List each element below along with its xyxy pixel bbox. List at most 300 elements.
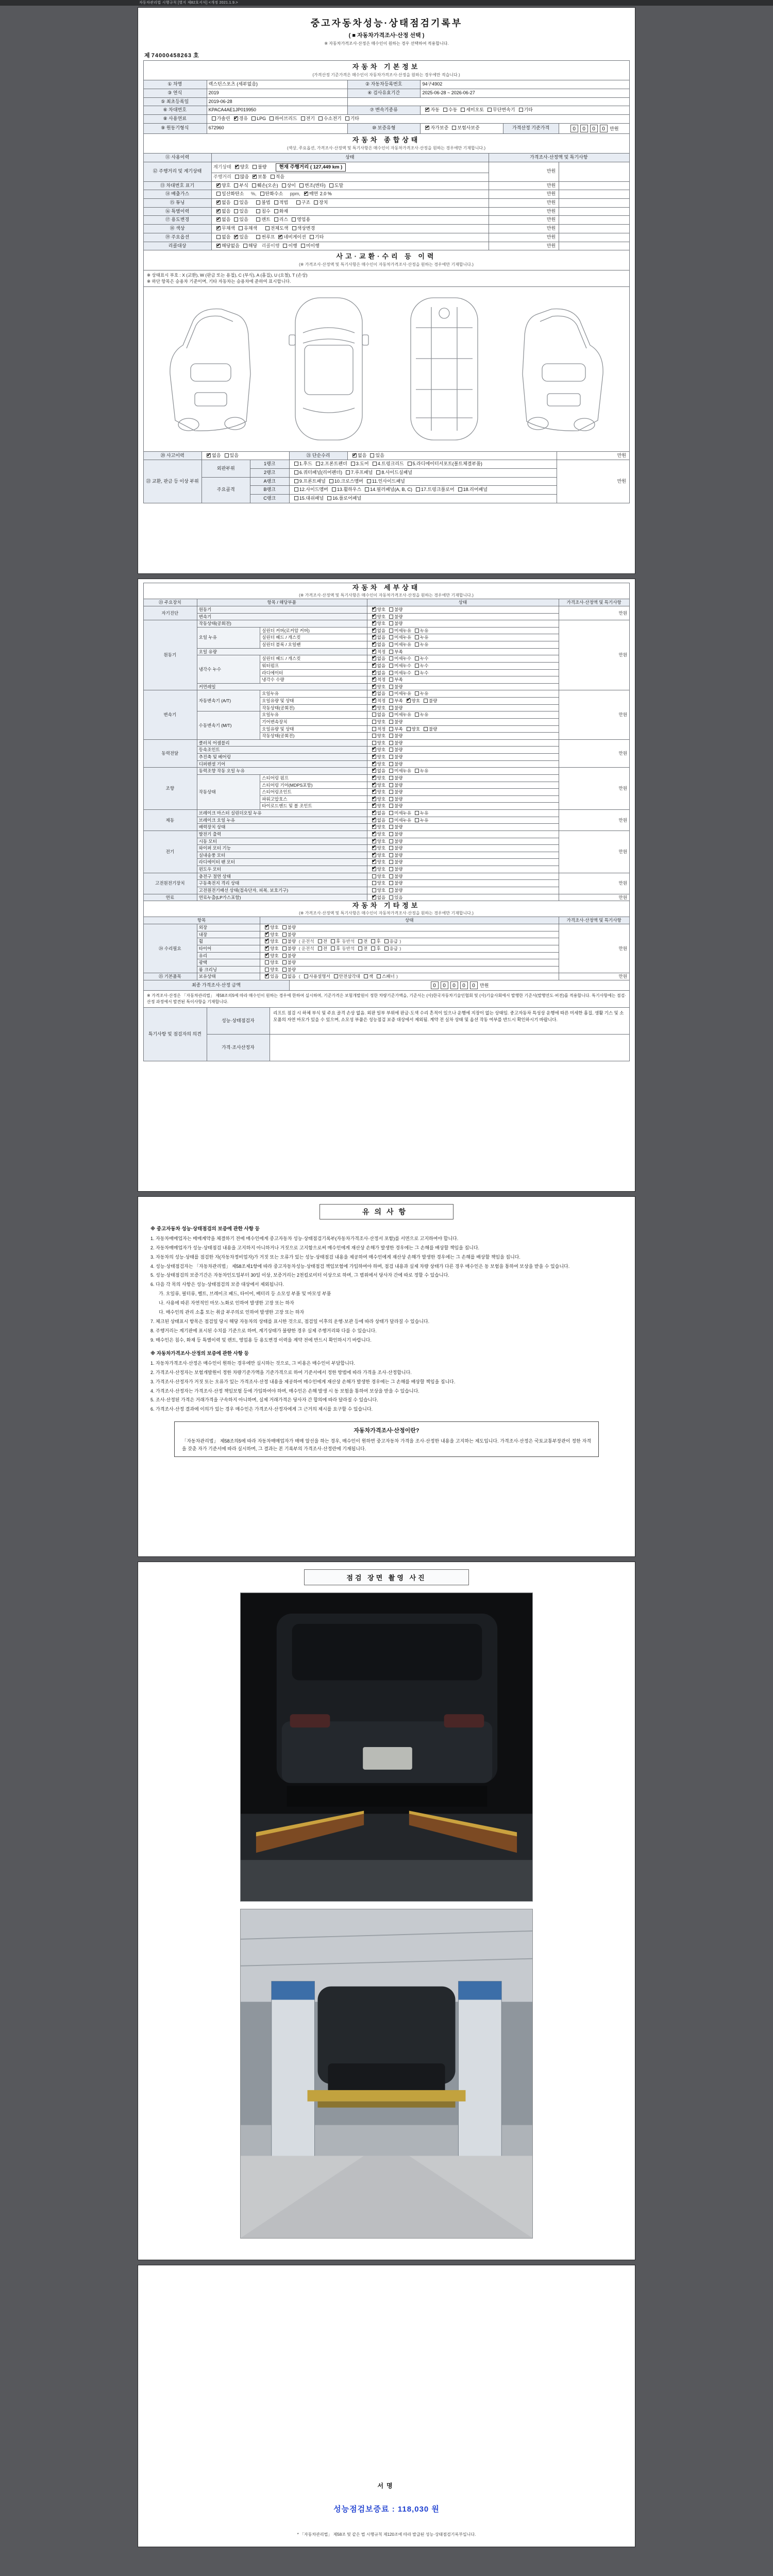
form-subtitle: ( ■ 자동차가격조사·산정 선택 ) xyxy=(348,32,425,39)
checkbox[interactable] xyxy=(389,846,393,850)
checkbox[interactable] xyxy=(318,939,322,943)
checkbox[interactable] xyxy=(372,783,376,787)
checkbox[interactable] xyxy=(372,656,376,660)
table-cell xyxy=(197,768,367,775)
checkbox[interactable] xyxy=(458,487,462,492)
table-cell xyxy=(489,225,559,233)
checkbox[interactable] xyxy=(488,108,492,112)
table-cell xyxy=(197,880,367,887)
checkbox[interactable] xyxy=(372,839,376,843)
table-acc2 xyxy=(143,460,630,503)
checkbox[interactable] xyxy=(274,217,278,222)
checkbox[interactable] xyxy=(372,888,376,892)
text-label: 오일유량 및 상태 xyxy=(262,726,294,732)
checkbox[interactable] xyxy=(389,804,393,808)
checkbox[interactable] xyxy=(389,755,393,759)
checkbox[interactable] xyxy=(373,462,377,466)
text-label: 도말 xyxy=(334,182,344,188)
checkbox[interactable] xyxy=(256,209,260,213)
checkbox[interactable] xyxy=(408,462,412,466)
checkbox[interactable] xyxy=(301,244,305,248)
checkbox[interactable] xyxy=(234,116,238,121)
checkbox[interactable] xyxy=(304,192,308,196)
checkbox[interactable] xyxy=(372,607,376,612)
checkbox[interactable] xyxy=(377,974,381,978)
checkbox[interactable] xyxy=(282,968,287,972)
checkbox[interactable] xyxy=(372,706,376,710)
text-label: 만원 xyxy=(618,751,627,756)
text-label: 유채색 xyxy=(244,226,258,231)
text-label: 와이퍼 모터 기능 xyxy=(198,845,231,851)
checkbox[interactable] xyxy=(371,939,375,943)
checkbox[interactable] xyxy=(329,479,333,483)
table-cell xyxy=(212,216,489,225)
checkbox[interactable] xyxy=(370,453,374,457)
checkbox[interactable] xyxy=(225,453,229,457)
checkbox[interactable] xyxy=(425,126,429,130)
checkbox[interactable] xyxy=(316,462,320,466)
table-cell xyxy=(559,123,630,133)
table-cell xyxy=(260,627,367,634)
table-cell xyxy=(367,725,559,733)
checkbox[interactable] xyxy=(265,954,269,958)
checkbox[interactable] xyxy=(372,685,376,689)
checkbox[interactable] xyxy=(372,755,376,759)
checkbox[interactable] xyxy=(389,615,393,619)
checkbox[interactable] xyxy=(274,200,278,205)
checkbox[interactable] xyxy=(372,720,376,724)
text-label: 구동축전지 격리 상태 xyxy=(198,880,240,886)
checkbox[interactable] xyxy=(301,116,305,121)
checkbox[interactable] xyxy=(372,734,376,738)
text-label: 만원 xyxy=(618,974,627,979)
checkbox[interactable] xyxy=(253,165,257,169)
checkbox[interactable] xyxy=(389,888,393,892)
checkbox[interactable] xyxy=(372,671,376,675)
checkbox[interactable] xyxy=(372,895,376,900)
checkbox[interactable] xyxy=(415,769,419,773)
text-label: 없음 xyxy=(222,200,231,206)
digit-box: 0 xyxy=(450,981,458,989)
checkbox[interactable] xyxy=(407,699,411,703)
checkbox[interactable] xyxy=(358,946,362,951)
checkbox[interactable] xyxy=(389,699,393,703)
checkbox[interactable] xyxy=(331,946,335,951)
checkbox[interactable] xyxy=(389,895,393,900)
checkbox[interactable] xyxy=(372,664,376,668)
checkbox[interactable] xyxy=(372,650,376,654)
checkbox[interactable] xyxy=(234,235,238,239)
checkbox[interactable] xyxy=(216,192,221,196)
checkbox[interactable] xyxy=(282,925,287,929)
checkbox[interactable] xyxy=(389,629,393,633)
table-cell xyxy=(212,190,489,199)
checkbox[interactable] xyxy=(265,939,269,943)
checkbox[interactable] xyxy=(389,713,393,717)
checkbox[interactable] xyxy=(265,974,269,978)
checkbox[interactable] xyxy=(296,200,300,205)
checkbox[interactable] xyxy=(294,487,298,492)
checkbox[interactable] xyxy=(256,235,260,239)
text-label: ⑫ 주행거리 및 계기상태 xyxy=(153,168,202,174)
checkbox[interactable] xyxy=(294,470,298,474)
text-label: 일산화탄소 xyxy=(222,191,244,197)
text-label: ) xyxy=(395,974,398,979)
checkbox[interactable] xyxy=(443,108,447,112)
checkbox[interactable] xyxy=(282,183,286,188)
checkbox[interactable] xyxy=(372,635,376,639)
text-label: 주요골격 xyxy=(216,487,235,493)
checkbox[interactable] xyxy=(372,881,376,885)
checkbox[interactable] xyxy=(389,818,393,822)
checkbox[interactable] xyxy=(389,671,393,675)
checkbox[interactable] xyxy=(389,853,393,857)
notice-sub: 가. 오일류, 필터류, 벨트, 브레이크 패드, 타이어, 배터리 등 소모성 부품 및 마모성 부품 xyxy=(159,1291,331,1297)
checkbox[interactable] xyxy=(235,175,239,179)
checkbox[interactable] xyxy=(389,825,393,829)
checkbox[interactable] xyxy=(389,664,393,668)
table-cell xyxy=(367,824,559,831)
checkbox[interactable] xyxy=(252,183,256,188)
checkbox[interactable] xyxy=(372,797,376,801)
checkbox[interactable] xyxy=(384,939,389,943)
table-cell xyxy=(559,917,630,924)
checkbox[interactable] xyxy=(389,860,393,864)
table-final xyxy=(143,980,630,991)
checkbox[interactable] xyxy=(265,960,269,964)
text-label: ⑧ 사용연료 xyxy=(163,116,187,122)
checkbox[interactable] xyxy=(407,727,411,731)
text-label: 후 xyxy=(376,945,381,951)
checkbox[interactable] xyxy=(265,946,269,951)
table-cell xyxy=(144,980,290,991)
checkbox[interactable] xyxy=(207,453,211,457)
checkbox[interactable] xyxy=(389,650,393,654)
text-label: 16.플로어패널 xyxy=(332,496,362,501)
checkbox[interactable] xyxy=(416,487,420,492)
text-label: 양호 xyxy=(377,684,386,689)
checkbox[interactable] xyxy=(372,691,376,696)
checkbox[interactable] xyxy=(365,487,369,492)
checkbox[interactable] xyxy=(384,946,389,951)
checkbox[interactable] xyxy=(274,209,278,213)
checkbox[interactable] xyxy=(415,664,419,668)
checkbox[interactable] xyxy=(282,974,287,978)
text-label: (색상, 주요옵션, 가격조사·산정액 및 특기사항은 매수인이 자동차가격조사·산정을 원하는 경우에만 기재합니다.) xyxy=(287,145,486,150)
text-label: 적정 xyxy=(377,649,386,654)
checkbox[interactable] xyxy=(389,656,393,660)
checkbox[interactable] xyxy=(235,165,239,169)
checkbox[interactable] xyxy=(329,183,333,188)
digit-box: 0 xyxy=(580,125,588,132)
table-cell xyxy=(260,634,367,641)
table-cell xyxy=(197,845,367,852)
checkbox[interactable] xyxy=(389,797,393,801)
checkbox[interactable] xyxy=(292,217,296,222)
text-label: 양호 xyxy=(377,873,386,879)
table-cell xyxy=(144,768,197,810)
checkbox[interactable] xyxy=(372,762,376,766)
text-label: 만원 xyxy=(618,880,627,886)
checkbox[interactable] xyxy=(372,713,376,717)
checkbox[interactable] xyxy=(294,462,298,466)
table-cell xyxy=(367,768,559,775)
text-label: 있음 xyxy=(375,452,384,458)
checkbox[interactable] xyxy=(364,974,368,978)
page-signature xyxy=(138,2265,635,2547)
car-front-perspective-diagram xyxy=(155,292,263,446)
checkbox[interactable] xyxy=(415,713,419,717)
checkbox[interactable] xyxy=(304,974,308,978)
checkbox[interactable] xyxy=(415,818,419,822)
checkbox[interactable] xyxy=(519,108,523,112)
checkbox[interactable] xyxy=(327,496,331,500)
checkbox[interactable] xyxy=(372,642,376,647)
checkbox[interactable] xyxy=(389,874,393,878)
checkbox[interactable] xyxy=(253,175,257,179)
checkbox[interactable] xyxy=(271,175,275,179)
text-label: 3.도어 xyxy=(356,461,369,467)
table-cell xyxy=(367,669,559,676)
checkbox[interactable] xyxy=(371,946,375,951)
checkbox[interactable] xyxy=(251,116,256,121)
text-label: 없음 xyxy=(377,628,386,633)
checkbox[interactable] xyxy=(243,244,247,248)
checkbox[interactable] xyxy=(415,642,419,647)
checkbox[interactable] xyxy=(216,209,221,213)
checkbox[interactable] xyxy=(372,867,376,871)
table-cell xyxy=(212,162,489,173)
checkbox[interactable] xyxy=(376,470,380,474)
checkbox[interactable] xyxy=(216,183,221,188)
checkbox[interactable] xyxy=(216,235,221,239)
checkbox[interactable] xyxy=(318,116,323,121)
checkbox[interactable] xyxy=(372,804,376,808)
checkbox[interactable] xyxy=(234,183,238,188)
checkbox[interactable] xyxy=(389,727,393,731)
text-label: 2019-06-28 xyxy=(208,98,232,104)
checkbox[interactable] xyxy=(389,685,393,689)
checkbox[interactable] xyxy=(372,832,376,836)
checkbox[interactable] xyxy=(265,968,269,972)
checkbox[interactable] xyxy=(234,209,238,213)
checkbox[interactable] xyxy=(415,635,419,639)
checkbox[interactable] xyxy=(331,939,335,943)
checkbox[interactable] xyxy=(372,853,376,857)
text-label: 매연 xyxy=(309,191,318,197)
table-opinion xyxy=(143,1007,630,1061)
checkbox[interactable] xyxy=(372,748,376,752)
checkbox[interactable] xyxy=(283,244,287,248)
text-label: 수소전기 xyxy=(323,116,342,122)
checkbox[interactable] xyxy=(372,699,376,703)
text-label: 충전구 절연 상태 xyxy=(198,873,231,879)
checkbox[interactable] xyxy=(372,629,376,633)
checkbox[interactable] xyxy=(372,874,376,878)
checkbox[interactable] xyxy=(372,860,376,864)
checkbox[interactable] xyxy=(389,748,393,752)
checkbox[interactable] xyxy=(234,200,238,205)
text-label: 양호 xyxy=(377,789,386,795)
checkbox[interactable] xyxy=(389,677,393,682)
table-cell xyxy=(559,690,630,739)
checkbox[interactable] xyxy=(389,881,393,885)
checkbox[interactable] xyxy=(389,783,393,787)
checkbox[interactable] xyxy=(389,839,393,843)
checkbox[interactable] xyxy=(389,691,393,696)
checkbox[interactable] xyxy=(415,656,419,660)
checkbox[interactable] xyxy=(415,691,419,696)
checkbox[interactable] xyxy=(345,116,349,121)
checkbox[interactable] xyxy=(367,479,371,483)
checkbox[interactable] xyxy=(265,226,270,230)
checkbox[interactable] xyxy=(260,192,264,196)
checkbox[interactable] xyxy=(424,699,428,703)
checkbox[interactable] xyxy=(425,108,429,112)
text-label: 양호 xyxy=(270,967,279,972)
checkbox[interactable] xyxy=(389,811,393,815)
text-label: 가격조사·산정액 및 특기사항 xyxy=(566,600,621,605)
checkbox[interactable] xyxy=(372,727,376,731)
checkbox[interactable] xyxy=(265,925,269,929)
checkbox[interactable] xyxy=(372,811,376,815)
table-cell xyxy=(260,725,367,733)
checkbox[interactable] xyxy=(389,769,393,773)
checkbox[interactable] xyxy=(216,200,221,205)
checkbox[interactable] xyxy=(278,235,282,239)
table-cell xyxy=(367,880,559,887)
table-cell xyxy=(348,451,557,460)
checkbox[interactable] xyxy=(216,226,221,230)
checkbox[interactable] xyxy=(282,946,287,951)
checkbox[interactable] xyxy=(372,621,376,625)
table-cell xyxy=(144,873,197,894)
text-label: KPACA4AE1JP019950 xyxy=(208,107,256,113)
checkbox[interactable] xyxy=(346,470,350,474)
text-label: 광택 xyxy=(198,960,208,965)
checkbox[interactable] xyxy=(299,183,304,188)
text-label: 실린더 블록 / 오일팬 xyxy=(262,642,301,647)
checkbox[interactable] xyxy=(310,235,314,239)
checkbox[interactable] xyxy=(351,462,355,466)
checkbox[interactable] xyxy=(389,776,393,780)
checkbox[interactable] xyxy=(212,116,216,121)
checkbox[interactable] xyxy=(461,108,465,112)
table-cell xyxy=(489,199,559,208)
text-label: 양호 xyxy=(377,782,386,788)
checkbox[interactable] xyxy=(424,727,428,731)
checkbox[interactable] xyxy=(389,635,393,639)
checkbox[interactable] xyxy=(372,825,376,829)
checkbox[interactable] xyxy=(239,226,243,230)
checkbox[interactable] xyxy=(216,244,221,248)
checkbox[interactable] xyxy=(389,762,393,766)
checkbox[interactable] xyxy=(314,200,318,205)
text-label: 동반석 xyxy=(341,939,355,944)
table-cell xyxy=(559,216,630,225)
checkbox[interactable] xyxy=(292,226,296,230)
checkbox[interactable] xyxy=(282,933,287,937)
text-label: 누수 xyxy=(420,663,429,668)
checkbox[interactable] xyxy=(415,671,419,675)
checkbox[interactable] xyxy=(265,933,269,937)
checkbox[interactable] xyxy=(389,734,393,738)
checkbox[interactable] xyxy=(389,706,393,710)
checkbox[interactable] xyxy=(216,217,221,222)
checkbox[interactable] xyxy=(282,954,287,958)
text-label: 워터펌프 xyxy=(262,663,279,668)
table-cell xyxy=(367,606,559,613)
checkbox[interactable] xyxy=(270,116,274,121)
text-label: 가격·조사산정자 xyxy=(221,1044,255,1050)
checkbox[interactable] xyxy=(389,741,393,745)
checkbox[interactable] xyxy=(452,126,456,130)
text-label: 미세누유 xyxy=(394,817,412,823)
notice-head: ※ 자동차가격조사·산정의 보증에 관한 사항 등 xyxy=(150,1350,249,1357)
table-cell xyxy=(197,739,367,747)
checkbox[interactable] xyxy=(389,790,393,794)
checkbox[interactable] xyxy=(358,939,362,943)
checkbox[interactable] xyxy=(389,720,393,724)
checkbox[interactable] xyxy=(372,846,376,850)
checkbox[interactable] xyxy=(234,217,238,222)
text-label: 2랭크 xyxy=(263,469,276,475)
checkbox[interactable] xyxy=(332,487,336,492)
checkbox[interactable] xyxy=(389,607,393,612)
checkbox[interactable] xyxy=(294,479,298,483)
checkbox[interactable] xyxy=(318,946,322,951)
checkbox[interactable] xyxy=(282,960,287,964)
text-label: 불량 xyxy=(394,824,403,830)
notice-item: 5. 성능·상태점검의 보증기간은 자동차인도일부터 30일 이상, 보증거리는 2천킬로미터 이상으로 하며, 그 범위에서 당사자 간에 따로 정할 수 있습니다. xyxy=(150,1273,449,1278)
checkbox[interactable] xyxy=(372,769,376,773)
checkbox[interactable] xyxy=(415,629,419,633)
table-cell xyxy=(144,620,197,690)
checkbox[interactable] xyxy=(256,200,260,205)
checkbox[interactable] xyxy=(389,832,393,836)
checkbox[interactable] xyxy=(372,776,376,780)
table-cell xyxy=(489,181,559,190)
inspection-photo-front-lift xyxy=(240,1909,533,2239)
table-cell xyxy=(421,123,503,133)
text-label: 불량 xyxy=(394,719,403,724)
text-label: 15.대쉬패널 xyxy=(299,496,324,501)
text-label: 자동차 종합상태 xyxy=(352,135,421,144)
checkbox[interactable] xyxy=(372,615,376,619)
checkbox[interactable] xyxy=(334,974,338,978)
text-label: 작동상태(공회전) xyxy=(198,621,231,626)
checkbox[interactable] xyxy=(415,811,419,815)
text-label: 수동 xyxy=(448,107,458,113)
text-label: 양호 xyxy=(377,852,386,858)
checkbox[interactable] xyxy=(372,818,376,822)
text-label: 2.0 % xyxy=(318,191,332,197)
checkbox[interactable] xyxy=(389,642,393,647)
text-label: (가격산정 기준가격은 매수인이 자동차가격조사·산정을 원하는 경우에만 적습니다.) xyxy=(312,72,460,77)
checkbox[interactable] xyxy=(372,677,376,682)
text-label: 누유 xyxy=(420,635,429,640)
checkbox[interactable] xyxy=(372,790,376,794)
checkbox[interactable] xyxy=(389,621,393,625)
checkbox[interactable] xyxy=(352,453,357,457)
text-label: 썬루프 xyxy=(261,234,275,240)
checkbox[interactable] xyxy=(282,939,287,943)
checkbox[interactable] xyxy=(256,217,260,222)
checkbox[interactable] xyxy=(389,867,393,871)
checkbox[interactable] xyxy=(372,741,376,745)
checkbox[interactable] xyxy=(294,496,298,500)
table-cell xyxy=(367,648,559,655)
